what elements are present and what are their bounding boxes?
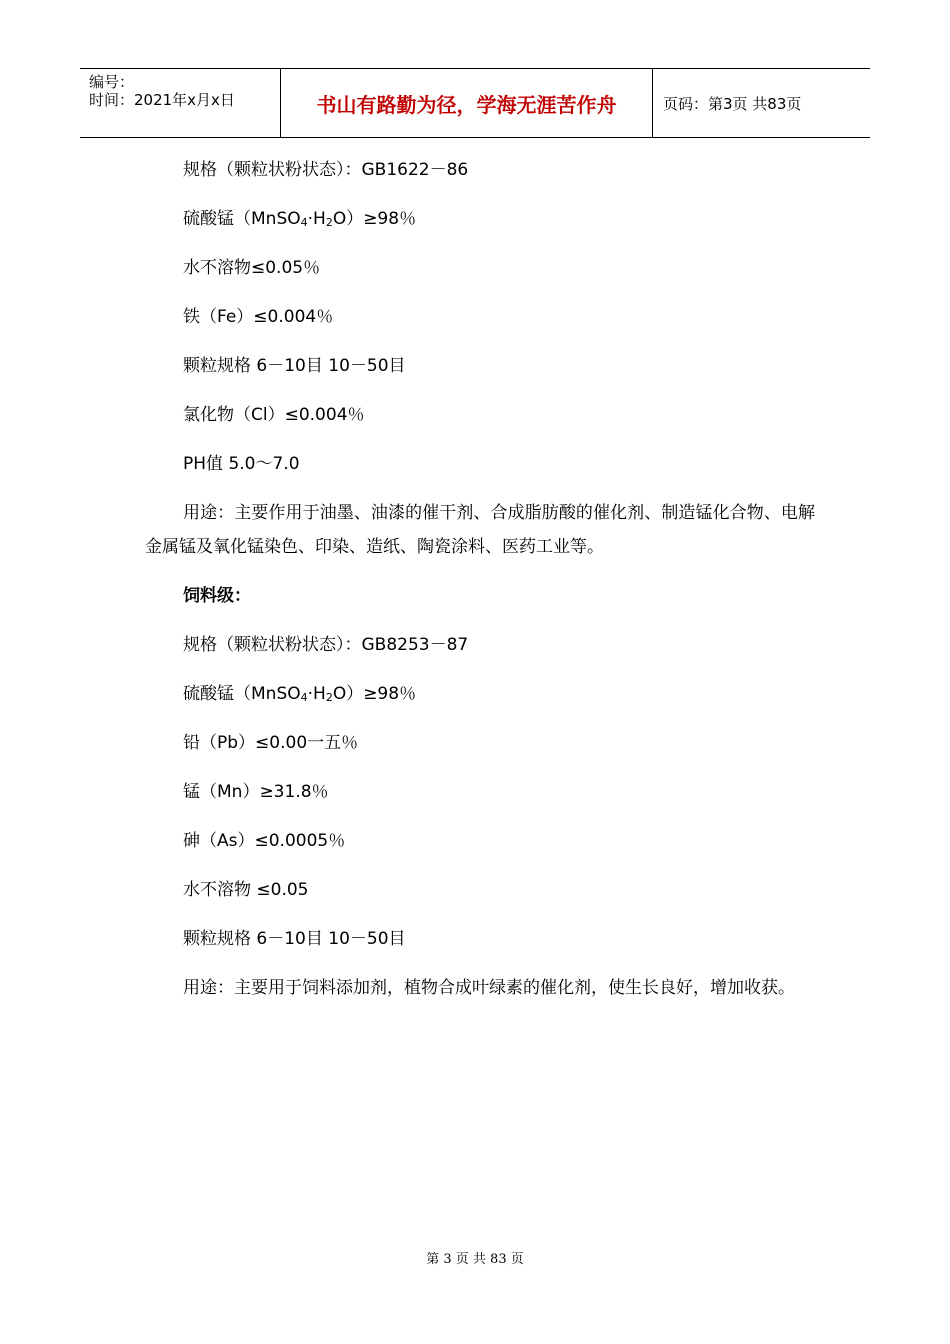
industrial-chloride: 氯化物（Cl）≤0.004％ (183, 405, 365, 425)
industrial-insoluble: 水不溶物≤0.05％ (183, 258, 321, 278)
feed-arsenic: 砷（As）≤0.0005％ (183, 831, 346, 851)
formula-subscript: 4 (300, 691, 308, 704)
formula-subscript: 4 (300, 216, 308, 229)
formula-middle: ·H (307, 684, 326, 704)
document-number-label: 编号： (89, 73, 135, 91)
formula-middle: ·H (307, 209, 326, 229)
document-date: 时间：2021年x月x日 (89, 91, 235, 109)
industrial-ph: PH值 5.0～7.0 (183, 454, 300, 474)
formula-prefix: 硫酸锰（MnSO (183, 209, 301, 229)
industrial-usage: 用途：主要作用于油墨、油漆的催干剂、合成脂肪酸的催化剂、制造锰化合物、电解金属锰及氧化锰染色、印染、造纸、陶瓷涂料、医药工业等。 (145, 503, 815, 557)
industrial-iron: 铁（Fe）≤0.004％ (183, 307, 334, 327)
formula-subscript: 2 (325, 691, 333, 704)
feed-mnso4-purity (145, 674, 815, 723)
feed-manganese: 锰（Mn）≥31.8％ (183, 782, 329, 802)
formula-subscript: 2 (325, 216, 333, 229)
formula-suffix: O）≥98％ (332, 684, 417, 704)
document-body (145, 150, 815, 1017)
page-header (80, 68, 870, 138)
formula-suffix: O）≥98％ (332, 209, 417, 229)
formula-prefix: 硫酸锰（MnSO (183, 684, 301, 704)
feed-spec: 规格（颗粒状粉状态）：GB8253－87 (183, 635, 469, 655)
page-footer: 第 3 页 共 83 页 (426, 1252, 524, 1267)
industrial-mnso4-purity (145, 199, 815, 248)
industrial-particle-size: 颗粒规格 6－10目 10－50目 (183, 356, 406, 376)
feed-lead: 铅（Pb）≤0.00一五％ (183, 733, 359, 753)
feed-particle-size: 颗粒规格 6－10目 10－50目 (183, 929, 406, 949)
industrial-spec: 规格（颗粒状粉状态）：GB1622－86 (183, 160, 469, 180)
feed-insoluble: 水不溶物 ≤0.05 (183, 880, 309, 900)
feed-usage: 用途：主要用于饲料添加剂，植物合成叶绿素的催化剂，使生长良好，增加收获。 (183, 978, 795, 998)
feed-grade-title: 饲料级： (183, 586, 251, 606)
header-page-info: 页码：第3页 共83页 (663, 94, 802, 113)
header-meta (80, 69, 281, 137)
header-motto: 书山有路勤为径，学海无涯苦作舟 (281, 69, 653, 137)
